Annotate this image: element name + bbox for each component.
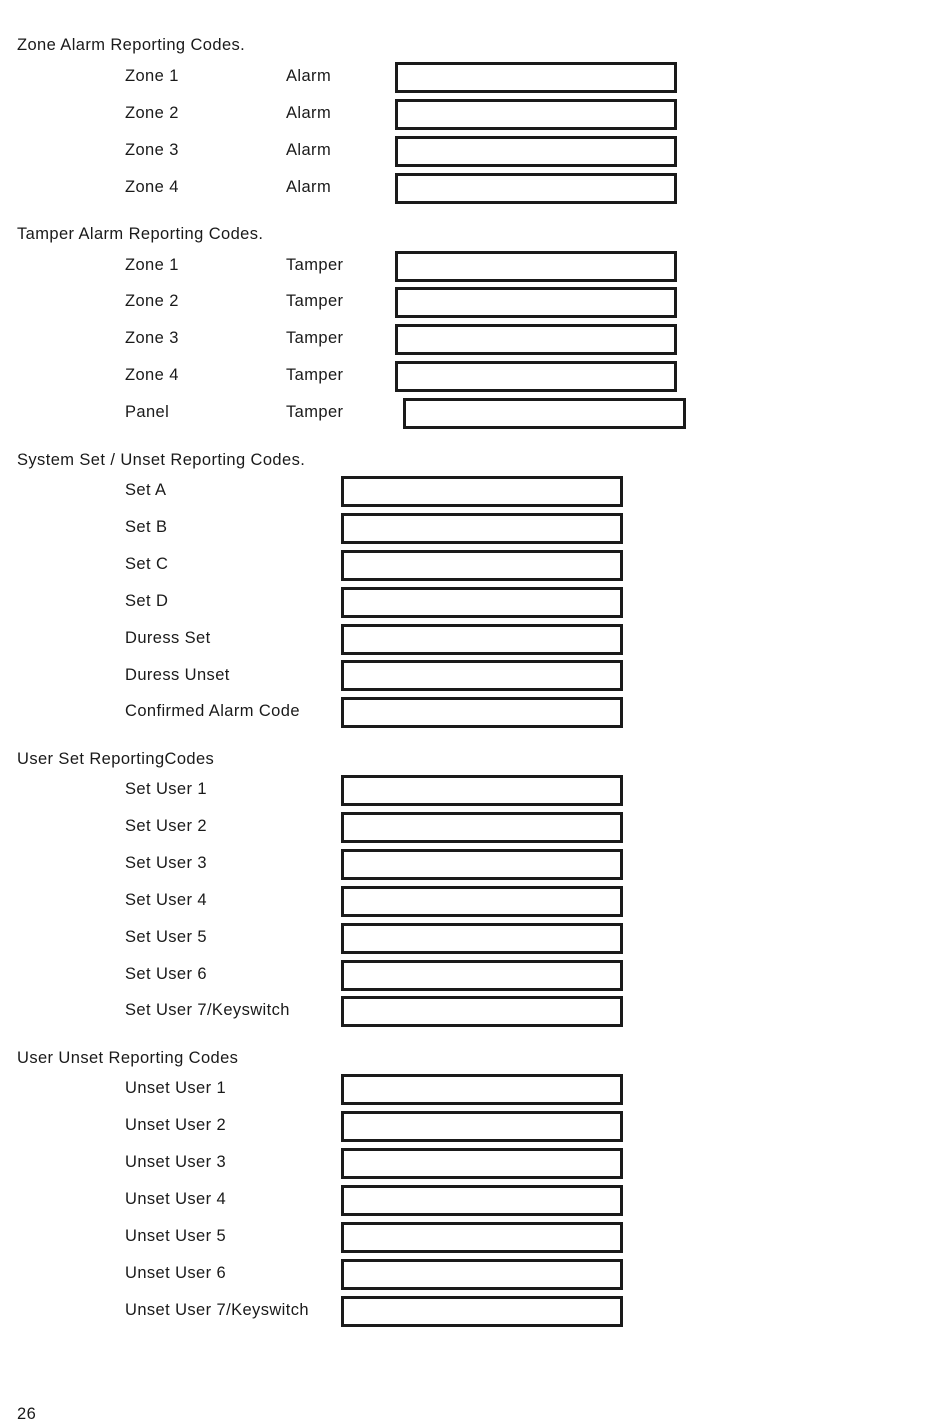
code-entry-box[interactable] (341, 476, 623, 507)
row-label: Set User 3 (125, 854, 207, 872)
row-label: Set User 2 (125, 817, 207, 835)
row-label: Zone 2 (125, 104, 179, 122)
code-entry-box[interactable] (395, 287, 677, 318)
row-label: Zone 3 (125, 329, 179, 347)
section-heading-tamper-alarm: Tamper Alarm Reporting Codes. (17, 225, 264, 243)
row-label: Set User 1 (125, 780, 207, 798)
row-label: Zone 2 (125, 292, 179, 310)
row-label: Unset User 7/Keyswitch (125, 1301, 309, 1319)
row-label: Unset User 3 (125, 1153, 227, 1171)
code-entry-box[interactable] (341, 996, 623, 1027)
code-entry-box[interactable] (341, 1259, 623, 1290)
row-label: Set User 4 (125, 891, 207, 909)
code-entry-box[interactable] (395, 361, 677, 392)
row-sublabel: Tamper (286, 256, 344, 274)
code-entry-box[interactable] (341, 960, 623, 991)
code-entry-box[interactable] (341, 513, 623, 544)
row-sublabel: Tamper (286, 366, 344, 384)
row-label: Set C (125, 555, 169, 573)
row-sublabel: Alarm (286, 67, 332, 85)
row-label: Panel (125, 403, 170, 421)
section-heading-system-set-unset: System Set / Unset Reporting Codes. (17, 451, 306, 469)
code-entry-box[interactable] (341, 697, 623, 728)
code-entry-box[interactable] (341, 1296, 623, 1327)
row-label: Unset User 6 (125, 1264, 227, 1282)
code-entry-box[interactable] (341, 587, 623, 618)
section-heading-user-unset: User Unset Reporting Codes (17, 1049, 239, 1067)
code-entry-box[interactable] (395, 62, 677, 93)
code-entry-box[interactable] (341, 1185, 623, 1216)
code-entry-box[interactable] (341, 1222, 623, 1253)
code-entry-box[interactable] (403, 398, 686, 429)
row-label: Duress Set (125, 629, 211, 647)
row-label: Zone 1 (125, 256, 179, 274)
row-label: Zone 4 (125, 178, 179, 196)
row-sublabel: Tamper (286, 292, 344, 310)
row-label: Zone 3 (125, 141, 179, 159)
code-entry-box[interactable] (341, 775, 623, 806)
row-sublabel: Tamper (286, 403, 344, 421)
row-label: Set User 7/Keyswitch (125, 1001, 290, 1019)
code-entry-box[interactable] (341, 1074, 623, 1105)
code-entry-box[interactable] (395, 136, 677, 167)
page-number: 26 (17, 1405, 37, 1423)
code-entry-box[interactable] (395, 99, 677, 130)
row-label: Zone 4 (125, 366, 179, 384)
code-entry-box[interactable] (395, 251, 677, 282)
row-label: Set User 5 (125, 928, 207, 946)
code-entry-box[interactable] (395, 324, 677, 355)
code-entry-box[interactable] (341, 886, 623, 917)
code-entry-box[interactable] (341, 1111, 623, 1142)
code-entry-box[interactable] (341, 849, 623, 880)
code-entry-box[interactable] (341, 550, 623, 581)
row-label: Set B (125, 518, 168, 536)
code-entry-box[interactable] (341, 812, 623, 843)
row-label: Duress Unset (125, 666, 230, 684)
row-label: Set D (125, 592, 169, 610)
row-label: Unset User 2 (125, 1116, 227, 1134)
row-label: Set A (125, 481, 167, 499)
row-sublabel: Tamper (286, 329, 344, 347)
row-label: Unset User 1 (125, 1079, 227, 1097)
code-entry-box[interactable] (341, 923, 623, 954)
section-heading-zone-alarm: Zone Alarm Reporting Codes. (17, 36, 246, 54)
row-label: Zone 1 (125, 67, 179, 85)
row-sublabel: Alarm (286, 178, 332, 196)
code-entry-box[interactable] (341, 660, 623, 691)
row-sublabel: Alarm (286, 104, 332, 122)
row-label: Unset User 4 (125, 1190, 227, 1208)
code-entry-box[interactable] (341, 624, 623, 655)
code-entry-box[interactable] (341, 1148, 623, 1179)
row-label: Set User 6 (125, 965, 207, 983)
code-entry-box[interactable] (395, 173, 677, 204)
row-sublabel: Alarm (286, 141, 332, 159)
row-label: Confirmed Alarm Code (125, 702, 300, 720)
section-heading-user-set: User Set ReportingCodes (17, 750, 215, 768)
row-label: Unset User 5 (125, 1227, 227, 1245)
